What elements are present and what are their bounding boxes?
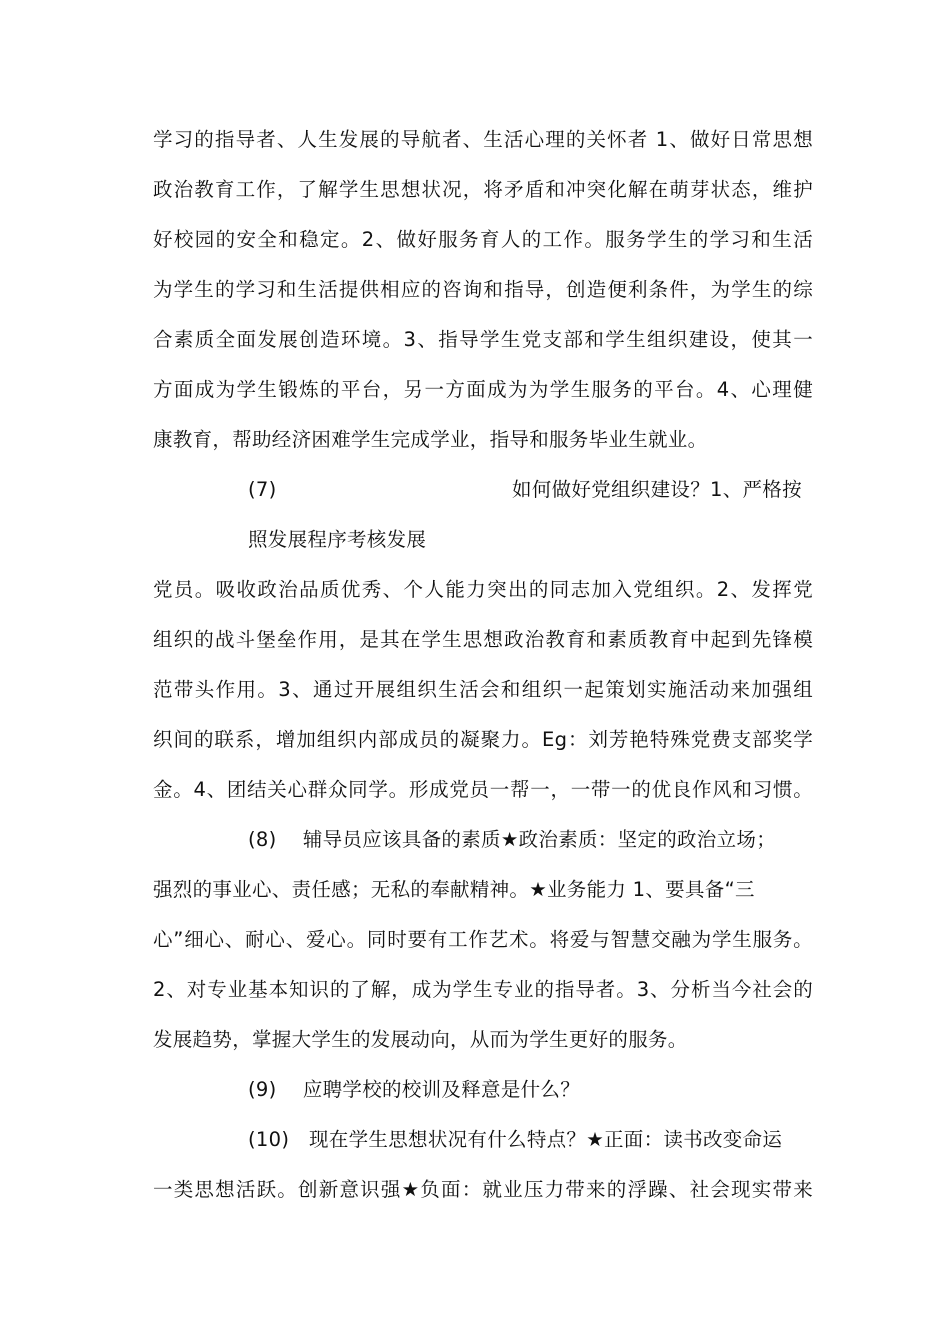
text-line: 金。4、团结关心群众同学。形成党员一帮一，一带一的优良作风和习惯。 bbox=[153, 778, 813, 801]
question-text: 如何做好党组织建设？1、严格按 bbox=[512, 478, 802, 501]
text-line: 学习的指导者、人生发展的导航者、生活心理的关怀者 1、做好日常思想 bbox=[153, 128, 813, 151]
question-heading: (10) 现在学生思想状况有什么特点？★正面：读书改变命运 bbox=[248, 1128, 783, 1151]
text-line: 心”细心、耐心、爱心。同时要有工作艺术。将爱与智慧交融为学生服务。 bbox=[153, 928, 813, 951]
question-heading: (9) 应聘学校的校训及释意是什么？ bbox=[248, 1078, 581, 1101]
text-line: 政治教育工作，了解学生思想状况，将矛盾和冲突化解在萌芽状态，维护 bbox=[153, 178, 813, 201]
text-line: 一类思想活跃。创新意识强★负面：就业压力带来的浮躁、社会现实带来 bbox=[153, 1178, 813, 1201]
text-line: 2、对专业基本知识的了解，成为学生专业的指导者。3、分析当今社会的 bbox=[153, 978, 813, 1001]
text-line: 为学生的学习和生活提供相应的咨询和指导，创造便利条件，为学生的综 bbox=[153, 278, 813, 301]
text-line: 党员。吸收政治品质优秀、个人能力突出的同志加入党组织。2、发挥党 bbox=[153, 578, 813, 601]
text-line: 康教育，帮助经济困难学生完成学业，指导和服务毕业生就业。 bbox=[153, 428, 708, 451]
question-number: (7) bbox=[248, 478, 277, 501]
text-line: 组织的战斗堡垒作用，是其在学生思想政治教育和素质教育中起到先锋模 bbox=[153, 628, 813, 651]
text-line: 好校园的安全和稳定。2、做好服务育人的工作。服务学生的学习和生活 bbox=[153, 228, 813, 251]
question-heading: (8) 辅导员应该具备的素质★政治素质：坚定的政治立场； bbox=[248, 828, 777, 851]
text-line: 合素质全面发展创造环境。3、指导学生党支部和学生组织建设，使其一 bbox=[153, 328, 813, 351]
text-line: 方面成为学生锻炼的平台，另一方面成为为学生服务的平台。4、心理健 bbox=[153, 378, 813, 401]
text-line: 发展趋势，掌握大学生的发展动向，从而为学生更好的服务。 bbox=[153, 1028, 688, 1051]
text-line: 强烈的事业心、责任感；无私的奉献精神。★业务能力 1、要具备“三 bbox=[153, 878, 755, 901]
text-line: 织间的联系，增加组织内部成员的凝聚力。Eg：刘芳艳特殊党费支部奖学 bbox=[153, 728, 813, 751]
text-line: 范带头作用。3、通过开展组织生活会和组织一起策划实施活动来加强组 bbox=[153, 678, 813, 701]
text-line: 照发展程序考核发展 bbox=[248, 528, 427, 551]
